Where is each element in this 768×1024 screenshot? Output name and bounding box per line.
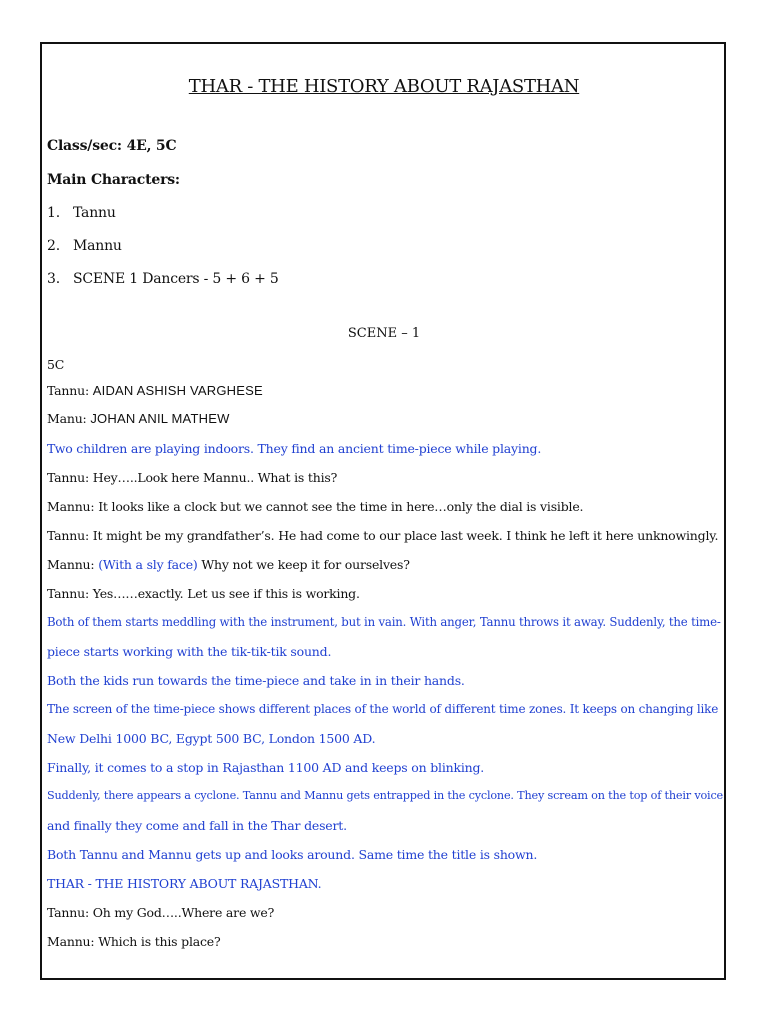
dialogue-line: Tannu: It might be my grandfather’s. He had come to our place last week. I think he left it here unknowingly. <box>47 528 719 543</box>
cast-role: Tannu: <box>47 383 93 398</box>
stage-direction: The screen of the time-piece shows different places of the world of different time zones. It keeps on changing like <box>47 702 719 716</box>
stage-direction: and finally they come and fall in the Thar desert. <box>47 818 347 833</box>
document-title: THAR - THE HISTORY ABOUT RAJASTHAN <box>188 76 580 97</box>
main-characters-heading: Main Characters: <box>47 172 180 188</box>
character-item <box>47 205 116 221</box>
stage-direction: Both Tannu and Mannu gets up and looks around. Same time the title is shown. <box>47 847 538 862</box>
stage-direction: Suddenly, there appears a cyclone. Tannu and Mannu gets entrapped in the cyclone. They scream on the top of their voice <box>47 789 724 802</box>
class-label: 5C <box>47 357 65 372</box>
stage-direction: Both the kids run towards the time-piece and take in in their hands. <box>47 673 465 688</box>
stage-direction: THAR - THE HISTORY ABOUT RAJASTHAN. <box>47 876 322 891</box>
stage-direction: piece starts working with the tik-tik-tik sound. <box>47 644 332 659</box>
class-section: Class/sec: 4E, 5C <box>47 138 177 154</box>
character-name: Mannu <box>73 238 122 254</box>
cast-role: Manu: <box>47 411 91 426</box>
dialogue-line: Tannu: Oh my God…..Where are we? <box>47 905 275 920</box>
stage-direction: New Delhi 1000 BC, Egypt 500 BC, London 1500 AD. <box>47 731 376 746</box>
character-name: Tannu <box>73 205 116 221</box>
stage-aside: (With a sly face) <box>98 557 198 572</box>
dialogue-line: Mannu: It looks like a clock but we cannot see the time in here…only the dial is visible. <box>47 499 584 514</box>
cast-actor: JOHAN ANIL MATHEW <box>90 411 230 426</box>
dialogue-speaker: Mannu: <box>47 557 99 572</box>
stage-direction: Both of them starts meddling with the instrument, but in vain. With anger, Tannu throws it away. Suddenly, the time- <box>47 615 721 629</box>
dialogue-line: Tannu: Hey…..Look here Mannu.. What is this? <box>47 470 338 485</box>
cast-line <box>47 411 230 426</box>
character-number: 3. <box>47 271 60 287</box>
character-item <box>47 238 122 254</box>
dialogue-line <box>47 557 410 572</box>
cast-line <box>47 383 263 398</box>
dialogue-line: Mannu: Which is this place? <box>47 934 221 949</box>
scene-heading: SCENE – 1 <box>347 326 421 341</box>
dialogue-text: Why not we keep it for ourselves? <box>197 557 410 572</box>
character-item <box>47 271 279 287</box>
stage-direction: Two children are playing indoors. They find an ancient time-piece while playing. <box>47 441 542 456</box>
character-number: 2. <box>47 238 60 254</box>
dialogue-line: Tannu: Yes……exactly. Let us see if this is working. <box>47 586 360 601</box>
character-number: 1. <box>47 205 60 221</box>
stage-direction: Finally, it comes to a stop in Rajasthan 1100 AD and keeps on blinking. <box>47 760 485 775</box>
cast-actor: AIDAN ASHISH VARGHESE <box>92 383 263 398</box>
character-name: SCENE 1 Dancers - 5 + 6 + 5 <box>73 271 279 287</box>
